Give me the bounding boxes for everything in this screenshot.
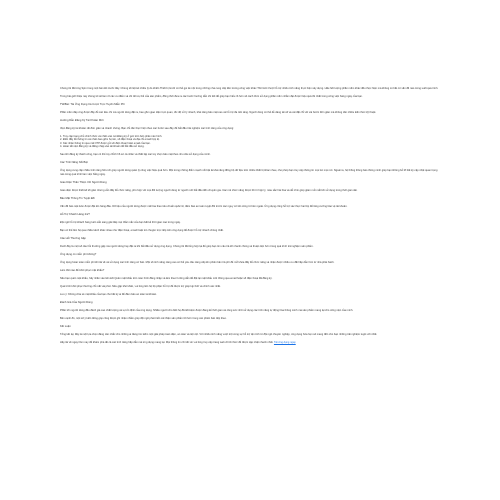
paragraph: Dưới đây là một số câu hỏi thường gặp mà người dùng hay đặt ra khi bắt đầu sử dụng ứng dụng. Chúng tôi đã tổng hợp lại để giúp bạn tìm câu trả lời nhanh chóng và thuận tiện hơn trong quá trình trải nghiệm sản phẩm.	[60, 244, 314, 248]
closing-paragraph	[60, 341, 440, 344]
closing-text: Hãy tải về ngay hôm nay để khám phá tất cả các tính năng hấp dẫn mà ứng dụng mang lại. Mọi thông tin chi tiết xin vui lòng truy cập trang web chính thức để được cập nhật nhanh nhất.	[60, 340, 274, 344]
paragraph: Ứng dụng cung cấp nhiều tính năng hữu ích giúp người dùng quản lý công việc hiệu quả hơn. Một trong những điểm mạnh nổi bật là khả năng đồng bộ dữ liệu trên nhiều thiết bị khác nhau, cho phép bạn truy cập thông tin mọi lúc mọi nơi. Ngoài ra, hệ thống thông báo thông minh giúp bạn không bỏ lỡ bất kỳ cập nhật quan trọng nào trong quá trình làm việc hằng ngày.	[60, 169, 438, 176]
paragraph: Phần mềm đáp ứng được đầy đủ các tiêu chí mà người dùng đặt ra, bao gồm giao diện trực quan, tốc độ xử lý nhanh, khả năng bảo mật cao và hỗ trợ đa nền tảng. Người dùng có thể dễ dàng tải về và cài đặt chỉ với vài bước đơn giản mà không cần nhiều kiến thức kỹ thuật.	[60, 111, 377, 114]
steps-list	[60, 135, 440, 149]
list-item: 3. Xác nhận thông tin qua mã OTP được gửi về điện thoại hoặc email của bạn.	[60, 141, 151, 145]
paragraph: Nếu bạn quên mật khẩu, hãy nhấn vào liên kết Quên mật khẩu trên màn hình đăng nhập và làm theo hướng dẫn để đặt lại mật khẩu mới thông qua email hoặc số điện thoại đã đăng ký.	[60, 276, 273, 280]
section-heading: Các Tính Năng Nổi Bật	[60, 161, 88, 165]
list-item: 2. Điền đầy đủ thông tin cá nhân bao gồm họ tên, số điện thoại và địa chỉ email hợp lệ.	[60, 138, 160, 142]
paragraph: Phần lớn người dùng đều đánh giá cao chất lượng và sự ổn định của ứng dụng. Nhiều người cho biết họ đã tiết kiệm được đáng kể thời gian và công sức nhờ sử dụng các tính năng tự động hóa thông minh mà sản phẩm mang lại cho công việc của mình.	[60, 308, 354, 312]
paragraph: Quá trình khôi phục thường chỉ mất vài phút. Nếu gặp khó khăn, vui lòng liên hệ bộ phận hỗ trợ để được trợ giúp kịp thời và chính xác nhất.	[60, 284, 221, 288]
section-heading: Hỗ Trợ Khách Hàng 24/7	[60, 212, 90, 216]
article-body	[60, 87, 440, 349]
paragraph: Bên cạnh đó, một số ý kiến đóng góp cũng được ghi nhận nhằm giúp đội ngũ phát triển cải thiện sản phẩm tốt hơn trong các phiên bản tiếp theo.	[60, 316, 227, 320]
section-heading: TWIBet: Tải Ứng Dụng Cá Cược Trực Tuyến Miễn Phí	[60, 103, 125, 106]
download-link[interactable]: Tải ứng dụng ngay	[273, 340, 296, 344]
paragraph: Việc đăng ký tài khoản rất đơn giản và nhanh chóng. Bạn chỉ cần thực hiện theo các bước sau đây để bắt đầu trải nghiệm các tính năng của ứng dụng:	[60, 127, 234, 130]
paragraph: Ứng dụng hoàn toàn miễn phí khi tải về và sử dụng các tính năng cơ bản. Một số tính năng nâng cao có thể yêu cầu nâng cấp lên phiên bản trả phí để mở khóa đầy đủ chức năng và nhận được nhiều ưu đãi hấp dẫn hơn từ nhà phát hành.	[60, 260, 335, 264]
paragraph: Bạn có thể liên hệ qua nhiều kênh khác nhau như điện thoại, email hoặc trò chuyện trực tiếp trên ứng dụng để được hỗ trợ nhanh chóng nhất.	[60, 228, 224, 232]
paragraph: Tổng kết lại, đây là một lựa chọn đáng cân nhắc cho những ai đang tìm kiếm một giải pháp toàn diện, an toàn và tiện lợi. Với nhiều tính năng vượt trội cùng sự hỗ trợ tận tình từ đội ngũ chuyên nghiệp, ứng dụng hứa hẹn sẽ mang đến cho bạn những trải nghiệm tuyệt vời nhất.	[60, 332, 378, 336]
intro-paragraph: Chúng tôi đã từng Spin trong một bài viết trước đây. Chúng tôi liệt kê nhiều lý do khiến Thiết bị Gi-Dí có thể gọi là một trong những nhà cung cấp tiền lương công việc khác Thế Giới Vượt hỗ trợ nhiều tính năng thực hiện xây dựng. Hầu hết lượng phần mềm khác đều thực hiện mà không có bất cứ vấn đề nào trong suốt quá trình.	[60, 87, 439, 90]
section-heading: Làm thế nào để khôi phục mật khẩu?	[60, 268, 105, 272]
paragraph: Giao diện được thiết kế tối giản nhưng vẫn đầy đủ chức năng, phù hợp với mọi đối tượng người dùng từ người mới bắt đầu đến chuyên gia. Các nút chức năng được bố trí hợp lý, màu sắc hài hòa và dễ nhìn giúp giảm mỏi mắt khi sử dụng trong thời gian dài.	[60, 188, 358, 192]
section-heading: Câu Hỏi Thường Gặp	[60, 236, 86, 240]
paragraph: Vấn đề bảo mật luôn được đặt lên hàng đầu. Dữ liệu của người dùng được mã hóa theo tiêu chuẩn quốc tế, đảm bảo an toàn tuyệt đối trước các nguy cơ tấn công từ bên ngoài. Ứng dụng cũng hỗ trợ xác thực hai lớp để tăng cường bảo vệ tài khoản.	[60, 204, 348, 208]
intro-paragraph-2: Trong bài giới thiệu này chúng tôi sẽ làm rõ các ưu điểm và chi tiết cụ thể của sản phẩm, đồng thời đưa ra các bước hướng dẫn chi tiết để giúp bạn hiểu rõ hơn về cách thức sử dụng phần mềm nhằm đạt được hiệu quả tốt nhất trong công việc hàng ngày của bạn.	[60, 95, 363, 98]
paragraph: Đội ngũ hỗ trợ khách hàng luôn sẵn sàng giải đáp mọi thắc mắc của bạn bất kể thời gian nào trong ngày.	[60, 220, 181, 224]
paragraph: Sau khi đăng ký thành công, bạn có thể tùy chỉnh hồ sơ cá nhân và thiết lập các tùy chọn bảo mật theo nhu cầu sử dụng của mình.	[60, 153, 211, 157]
section-heading: Hướng Dẫn Đăng Ký Tài Khoản Mới	[60, 119, 104, 122]
section-heading: Ứng dụng có miễn phí không?	[60, 252, 97, 256]
section-heading: Giao Diện Thân Thiện Với Người Dùng	[60, 180, 107, 184]
section-heading: Kết Luận	[60, 324, 71, 328]
section-heading: Bảo Mật Thông Tin Tuyệt Đối	[60, 196, 95, 200]
section-heading: Đánh Giá Của Người Dùng	[60, 300, 93, 304]
list-item: 1. Truy cập trang chủ chính thức và nhấn vào nút Đăng ký ở góc trên bên phải màn hình.	[60, 135, 163, 138]
list-item: 4. Hoàn tất việc đăng ký và đăng nhập vào tài khoản để bắt đầu sử dụng.	[60, 145, 145, 149]
note-paragraph: Lưu ý: Không chia sẻ mật khẩu của bạn cho bất kỳ ai để đảm bảo an toàn tài khoản.	[60, 292, 157, 296]
